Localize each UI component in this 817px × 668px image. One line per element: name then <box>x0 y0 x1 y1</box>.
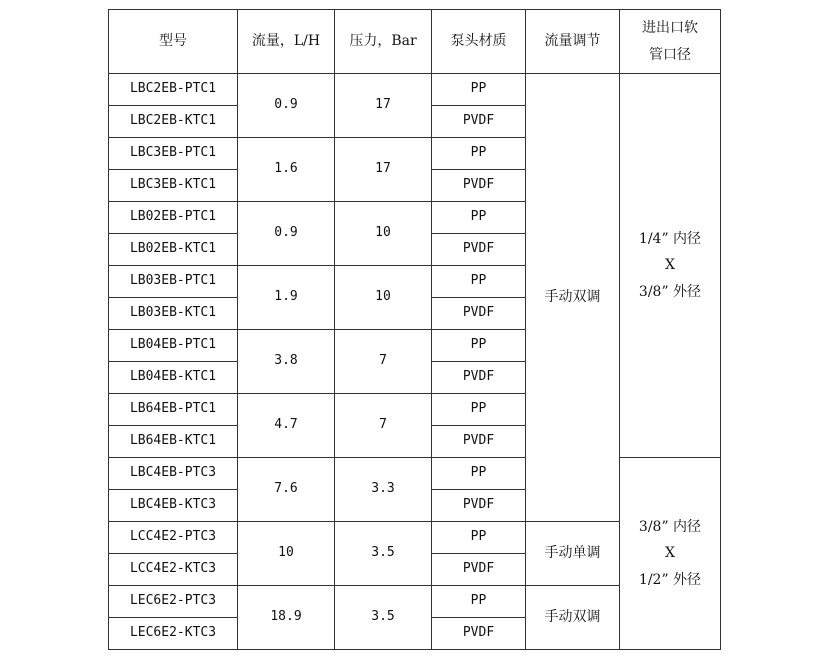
material-cell: PP <box>432 202 526 234</box>
table-row <box>109 458 721 490</box>
tube-line: 3/8” 内径 <box>638 518 702 535</box>
model-cell: LBC3EB-PTC1 <box>109 138 238 170</box>
model-cell: LBC4EB-PTC3 <box>109 458 238 490</box>
model-cell: LB64EB-KTC1 <box>109 426 238 458</box>
flow-cell: 4.7 <box>238 394 335 458</box>
pressure-cell: 3.3 <box>335 458 432 522</box>
model-cell: LBC2EB-PTC1 <box>109 74 238 106</box>
model-cell: LCC4E2-PTC3 <box>109 522 238 554</box>
spec-table <box>108 9 721 650</box>
flow-cell: 0.9 <box>238 74 335 138</box>
pressure-cell: 7 <box>335 394 432 458</box>
material-cell: PVDF <box>432 426 526 458</box>
material-cell: PVDF <box>432 170 526 202</box>
material-cell: PVDF <box>432 490 526 522</box>
flow-cell: 18.9 <box>238 586 335 650</box>
material-cell: PVDF <box>432 362 526 394</box>
adjust-cell: 手动双调 <box>526 586 620 650</box>
pressure-cell: 3.5 <box>335 522 432 586</box>
flow-cell: 1.6 <box>238 138 335 202</box>
header-flow: 流量，L/H <box>238 10 335 74</box>
flow-cell: 3.8 <box>238 330 335 394</box>
flow-cell: 1.9 <box>238 266 335 330</box>
model-cell: LB03EB-PTC1 <box>109 266 238 298</box>
model-cell: LBC2EB-KTC1 <box>109 106 238 138</box>
model-cell: LB64EB-PTC1 <box>109 394 238 426</box>
tube-line: X <box>665 257 675 274</box>
model-cell: LCC4E2-KTC3 <box>109 554 238 586</box>
pressure-cell: 7 <box>335 330 432 394</box>
header-row <box>109 10 721 74</box>
pressure-cell: 17 <box>335 138 432 202</box>
table-row <box>109 74 721 106</box>
header-tube-line1: 进出口软 <box>642 19 698 36</box>
model-cell: LBC4EB-KTC3 <box>109 490 238 522</box>
flow-cell: 7.6 <box>238 458 335 522</box>
material-cell: PP <box>432 522 526 554</box>
tube-line: X <box>665 545 675 562</box>
flow-cell: 0.9 <box>238 202 335 266</box>
model-cell: LEC6E2-PTC3 <box>109 586 238 618</box>
header-pressure: 压力，Bar <box>335 10 432 74</box>
model-cell: LB04EB-PTC1 <box>109 330 238 362</box>
model-cell: LB02EB-PTC1 <box>109 202 238 234</box>
header-tube <box>620 10 721 74</box>
tube-cell <box>620 74 721 458</box>
material-cell: PVDF <box>432 298 526 330</box>
header-tube-line2: 管口径 <box>649 46 691 63</box>
material-cell: PP <box>432 138 526 170</box>
header-material: 泵头材质 <box>432 10 526 74</box>
model-cell: LB03EB-KTC1 <box>109 298 238 330</box>
tube-cell <box>620 458 721 650</box>
tube-line: 3/8” 外径 <box>638 283 702 300</box>
material-cell: PP <box>432 458 526 490</box>
header-adjust: 流量调节 <box>526 10 620 74</box>
material-cell: PVDF <box>432 618 526 650</box>
pressure-cell: 17 <box>335 74 432 138</box>
tube-line: 1/4” 内径 <box>638 230 702 247</box>
model-cell: LB04EB-KTC1 <box>109 362 238 394</box>
material-cell: PVDF <box>432 106 526 138</box>
material-cell: PP <box>432 266 526 298</box>
header-model: 型号 <box>109 10 238 74</box>
tube-line: 1/2” 外径 <box>638 571 702 588</box>
adjust-cell: 手动双调 <box>526 74 620 522</box>
pressure-cell: 10 <box>335 202 432 266</box>
material-cell: PP <box>432 586 526 618</box>
material-cell: PVDF <box>432 554 526 586</box>
pressure-cell: 10 <box>335 266 432 330</box>
material-cell: PP <box>432 74 526 106</box>
flow-cell: 10 <box>238 522 335 586</box>
adjust-cell: 手动单调 <box>526 522 620 586</box>
pressure-cell: 3.5 <box>335 586 432 650</box>
material-cell: PP <box>432 394 526 426</box>
material-cell: PP <box>432 330 526 362</box>
model-cell: LB02EB-KTC1 <box>109 234 238 266</box>
material-cell: PVDF <box>432 234 526 266</box>
model-cell: LEC6E2-KTC3 <box>109 618 238 650</box>
model-cell: LBC3EB-KTC1 <box>109 170 238 202</box>
